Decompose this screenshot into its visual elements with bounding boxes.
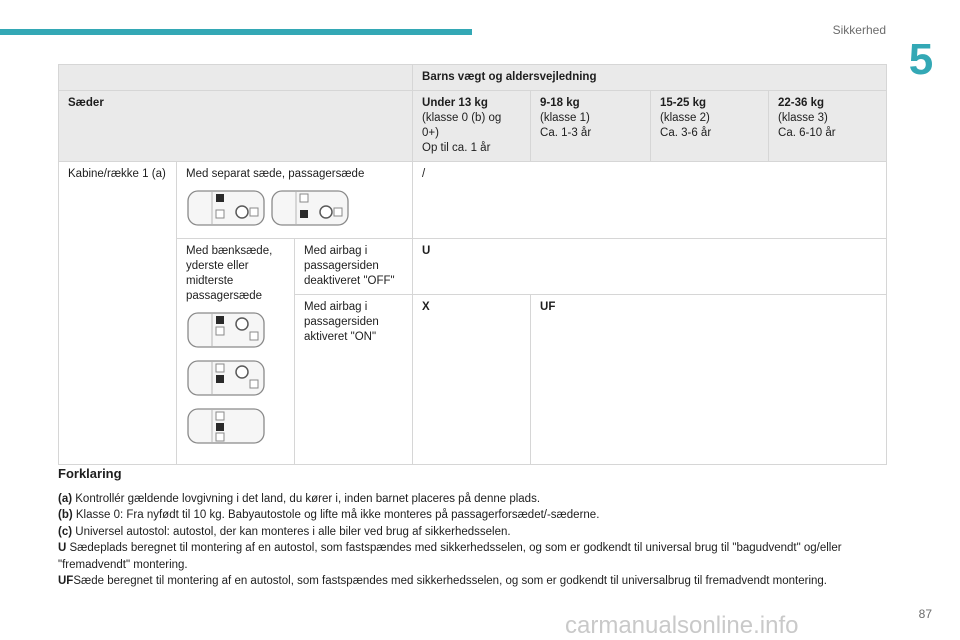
airbag-on-value-x: X	[413, 295, 531, 465]
legend-item	[58, 573, 898, 590]
class-age: Ca. 3-6 år	[660, 127, 712, 139]
legend	[58, 466, 898, 590]
car-seat-diagram-icon	[186, 358, 266, 398]
airbag-off-row	[59, 239, 887, 295]
legend-item	[58, 540, 898, 573]
seats-label: Sæder	[59, 91, 413, 162]
legend-title: Forklaring	[58, 466, 122, 481]
legend-tag: (a)	[58, 492, 73, 505]
legend-text: Sædeplads beregnet til montering af en autostol, som fastspændes med sikkerhedsselen, og som er godkendt til universal brug til "bagudvendt" og/eller "fremadvendt" montering.	[58, 542, 842, 571]
class-detail: (klasse 2)	[660, 112, 710, 124]
group-header: Barns vægt og aldersvejledning	[413, 65, 887, 91]
airbag-off-label: Med airbag i passagersiden deaktiveret "OFF"	[295, 239, 413, 295]
class-detail: (klasse 0 (b) og 0+)	[422, 112, 502, 139]
legend-item	[58, 524, 898, 541]
legend-text: Kontrollér gældende lovgivning i det land, du kører i, inden barnet placeres på denne plads.	[72, 492, 541, 505]
class-header-0	[413, 91, 531, 162]
airbag-off-value: U	[413, 239, 887, 295]
header-accent-bar	[0, 29, 472, 35]
class-header-row	[59, 91, 887, 162]
section-title: Sikkerhed	[832, 23, 886, 37]
airbag-on-label: Med airbag i passagersiden aktiveret "ON"	[295, 295, 413, 465]
legend-tag: U	[58, 542, 67, 554]
watermark: carmanualsonline.info	[565, 612, 799, 639]
legend-tag: (c)	[58, 525, 73, 538]
car-seat-diagram-icon	[186, 310, 266, 350]
legend-item	[58, 507, 898, 524]
class-weight: 15-25 kg	[660, 97, 707, 109]
bench-seat-label: Med bænksæde, yderste eller midterste passagersæde	[186, 245, 273, 302]
class-header-1	[531, 91, 651, 162]
class-age: Ca. 1-3 år	[540, 127, 592, 139]
separate-seat-label: Med separat sæde, passagersæde	[186, 168, 365, 180]
class-detail: (klasse 1)	[540, 112, 590, 124]
legend-text: Sæde beregnet til montering af en autostol, som fastspændes med sikkerhedsselen, og som er godkendt til universalbrug til fremadvendt montering.	[73, 575, 827, 587]
car-seat-diagram-icon	[186, 188, 266, 228]
legend-text: Klasse 0: Fra nyfødt til 10 kg. Babyautostole og lifte må ikke monteres på passagerforsædet/-sæderne.	[72, 509, 600, 521]
class-age: Ca. 6-10 år	[778, 127, 836, 139]
class-weight: 22-36 kg	[778, 97, 825, 109]
chapter-number: 5	[908, 35, 934, 84]
separate-seat-cell	[177, 162, 413, 239]
class-age: Op til ca. 1 år	[422, 142, 491, 154]
bench-seat-cell	[177, 239, 295, 465]
class-weight: Under 13 kg	[422, 97, 488, 109]
group-header-row	[59, 65, 887, 91]
legend-item	[58, 491, 898, 508]
class-header-2	[651, 91, 769, 162]
legend-tag: (b)	[58, 509, 73, 521]
separate-seat-value: /	[413, 162, 887, 239]
car-seat-diagram-icon	[270, 188, 350, 228]
airbag-on-value-uf: UF	[531, 295, 887, 465]
page-number: 87	[918, 607, 932, 621]
legend-text: Universel autostol: autostol, der kan monteres i alle biler ved brug af sikkerhedsselen.	[72, 525, 511, 538]
class-weight: 9-18 kg	[540, 97, 580, 109]
legend-tag: UF	[58, 575, 74, 587]
car-seat-diagram-icon	[186, 406, 266, 446]
class-header-3	[769, 91, 887, 162]
cab-row-label: Kabine/række 1 (a)	[59, 162, 177, 465]
class-detail: (klasse 3)	[778, 112, 828, 124]
child-seat-table	[58, 64, 887, 465]
separate-seat-row	[59, 162, 887, 239]
